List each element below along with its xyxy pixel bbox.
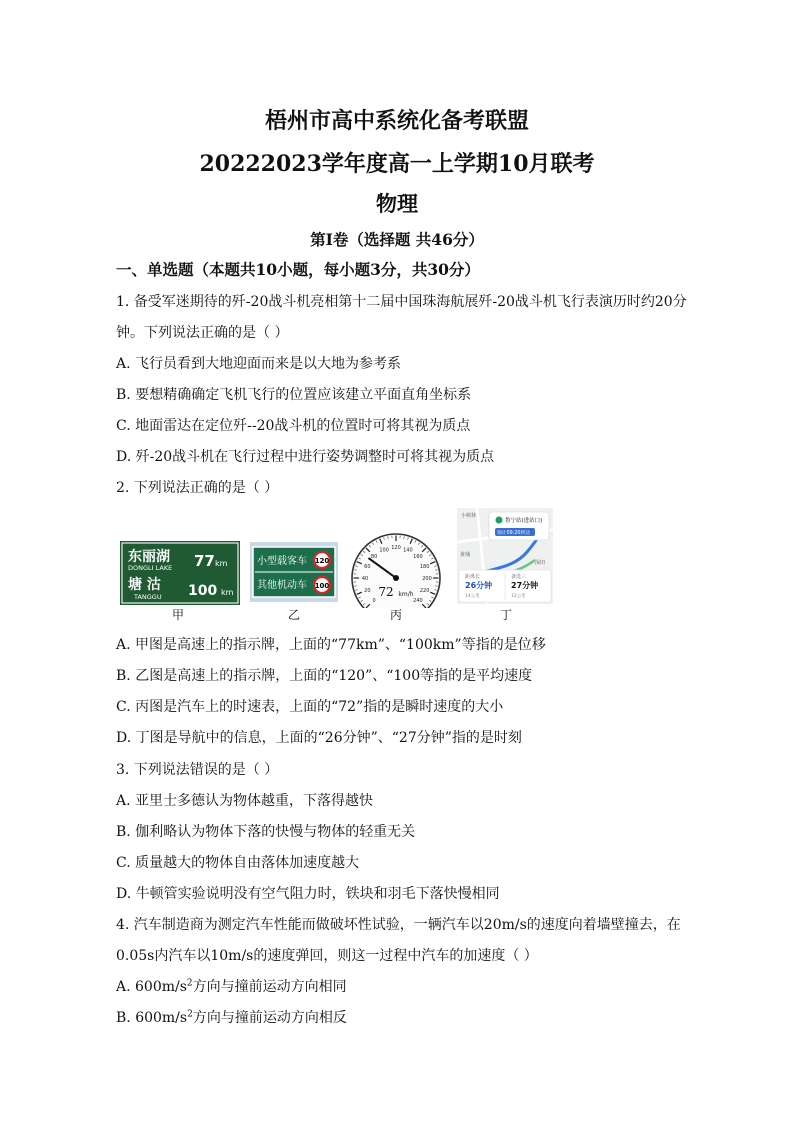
dial-tick-label: 180 — [419, 564, 430, 571]
route1-time: 26分钟 — [465, 581, 493, 590]
q3-option-b: B. 伽利略认为物体下落的快慢与物体的轻重无关 — [116, 824, 416, 840]
q1-option-a: A. 飞行员看到大地迎面而来是以大地为参考系 — [116, 356, 402, 372]
sign-unit2: km — [221, 588, 234, 597]
q1-option-b: B. 要想精确确定飞机飞行的位置应该建立平面直角坐标系 — [116, 387, 472, 403]
figure-jia-road-sign — [120, 541, 240, 605]
q1-stem-line1: 1. 备受军迷期待的歼-20战斗机亮相第十二届中国珠海航展歼-20战斗机飞行表演历时约20分 — [116, 294, 687, 310]
sign-limit2: 100 — [314, 582, 330, 590]
dial-tick-label: 140 — [403, 547, 413, 554]
q4-a-exponent: 2 — [186, 978, 193, 989]
dial-tick-label: 20 — [364, 587, 371, 594]
dial-tick-label: 160 — [413, 554, 423, 561]
q4-a-text: 方向与撞前运动方向相同 — [192, 979, 347, 995]
sign-place2-en: TANGGU — [134, 593, 162, 601]
map-label-2: 黄埔 — [460, 552, 471, 558]
needle-hub — [393, 575, 399, 581]
caption-ding: 丁 — [499, 608, 512, 622]
figure-yi-speed-limit-sign — [250, 542, 338, 602]
sign-place1: 东丽湖 — [128, 549, 170, 565]
sign-row1: 小型载客车 — [257, 556, 307, 567]
q3-option-d: D. 牛顿管实验说明没有空气阻力时，铁块和羽毛下落快慢相同 — [116, 886, 500, 902]
caption-bing: 丙 — [389, 608, 402, 622]
dial-tick-label: 40 — [361, 576, 369, 582]
sign-dist2: 100 — [188, 583, 218, 599]
map-label-1: 小树林 — [461, 513, 477, 519]
caption-jia: 甲 — [171, 608, 184, 622]
q4-stem-line2: 0.05s内汽车以10m/s的速度弹回，则这一过程中汽车的加速度（ ） — [116, 948, 538, 964]
q4-a-value: A. 600m/s — [116, 979, 187, 995]
route2-detail: 12公里 — [511, 594, 526, 599]
route2-time: 27分钟 — [511, 581, 539, 590]
q2-option-c: C. 丙图是汽车上的时速表，上面的“72”指的是瞬时速度的大小 — [116, 699, 504, 715]
q4-stem-line1: 4. 汽车制造商为测定汽车性能而做破坏性试验，一辆汽车以20m/s的速度向着墙壁撞去，在 — [116, 917, 681, 933]
q3-stem: 3. 下列说法错误的是（ ） — [116, 762, 279, 778]
sign-dist1: 77 — [194, 552, 215, 570]
dial-tick-label: 240 — [413, 597, 423, 604]
destination-name: 鲁宁站(进站口) — [505, 518, 543, 524]
q4-b-text: 方向与撞前运动方向相反 — [192, 1010, 347, 1026]
eta-text: 预计09:20到达 — [497, 531, 531, 536]
exam-title: 20222023学年度高一上学期10月联考 — [199, 151, 595, 177]
caption-yi: 乙 — [287, 608, 300, 622]
q2-stem: 2. 下列说法正确的是（ ） — [116, 480, 279, 496]
subject-title: 物理 — [376, 191, 418, 216]
q2-option-d: D. 丁图是导航中的信息，上面的“26分钟”、“27分钟”指的是时刻 — [116, 730, 522, 746]
q4-b-value: B. 600m/s — [116, 1010, 188, 1026]
section-heading: 一、单选题（本题共10小题，每小题3分，共30分） — [116, 260, 480, 279]
dial-tick-label: 80 — [370, 554, 378, 561]
q2-option-a: A. 甲图是高速上的指示牌，上面的“77km”、“100km”等指的是位移 — [116, 637, 546, 653]
dial-tick-label: 0 — [372, 597, 376, 604]
dial-tick-label: 200 — [422, 576, 432, 582]
sign-unit1: km — [215, 559, 228, 568]
q1-option-d: D. 歼-20战斗机在飞行过程中进行姿势调整时可将其视为质点 — [116, 449, 495, 465]
q4-b-exponent: 2 — [187, 1009, 193, 1020]
speed-unit: km/h — [398, 591, 414, 598]
q4-option-b — [116, 1007, 347, 1027]
dial-tick-label: 100 — [379, 547, 389, 554]
route1-name: 距离长 — [465, 574, 481, 580]
q2-option-b: B. 乙图是高速上的指示牌，上面的“120”、“100等指的是平均速度 — [116, 668, 533, 684]
sign-place1-en: DONGLI LAKE — [128, 564, 173, 572]
sign-place2: 塘 沽 — [128, 577, 161, 593]
figure-bing-speedometer — [348, 532, 444, 608]
dial-tick-label: 220 — [419, 587, 430, 594]
sign-limit1: 120 — [314, 557, 330, 565]
q4-option-a — [116, 976, 347, 996]
q3-option-c: C. 质量越大的物体自由落体加速度越大 — [116, 855, 360, 871]
dial-tick-label: 60 — [364, 564, 371, 571]
sign-row2: 其他机动车 — [257, 580, 307, 591]
part-title: 第Ⅰ卷（选择题 共46分） — [310, 230, 484, 249]
map-label-3: 深田 — [535, 560, 546, 566]
route1-detail: 14公里 — [465, 594, 480, 599]
dial-tick-label: 120 — [391, 545, 401, 551]
q1-option-c: C. 地面雷达在定位歼--20战斗机的位置时可将其视为质点 — [116, 418, 471, 434]
destination-pin-icon — [496, 517, 503, 524]
q3-option-a: A. 亚里士多德认为物体越重，下落得越快 — [116, 793, 374, 809]
speed-readout: 72 — [378, 585, 394, 599]
org-title: 梧州市高中系统化备考联盟 — [264, 108, 529, 134]
route2-name: 备选三 — [511, 574, 527, 580]
q1-stem-line2: 钟。下列说法正确的是（ ） — [116, 325, 289, 341]
figure-ding-navigation — [457, 508, 553, 604]
